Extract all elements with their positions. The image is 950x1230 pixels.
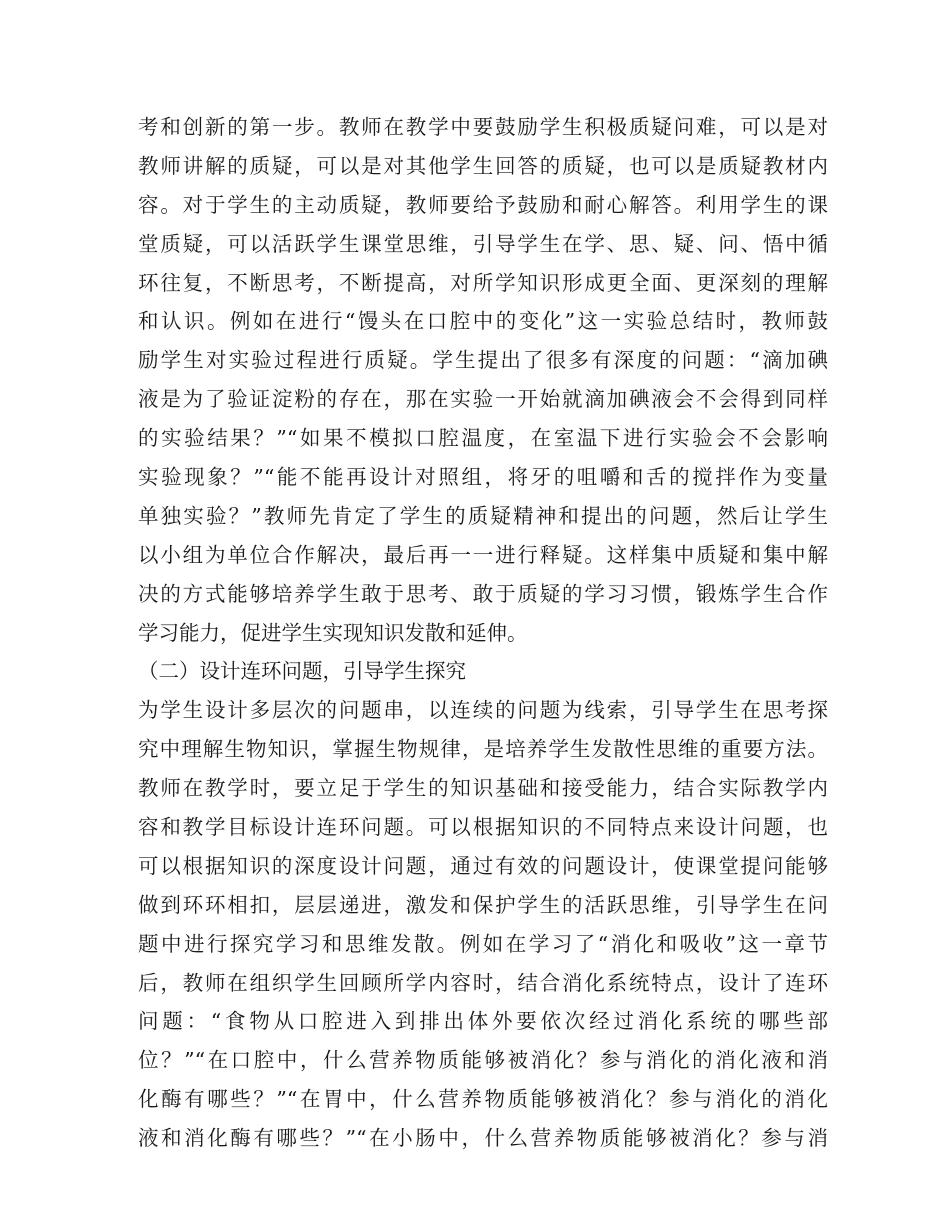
text-line: 容和教学目标设计连环问题。可以根据知识的不同特点来设计问题，也 bbox=[138, 815, 828, 840]
text-line: 为学生设计多层次的问题串，以连续的问题为线索，引导学生在思考探 bbox=[138, 698, 828, 723]
text-line: 位？”“在口腔中，什么营养物质能够被消化？参与消化的消化液和消 bbox=[138, 1048, 828, 1073]
section-heading: （二）设计连环问题，引导学生探究 bbox=[138, 659, 466, 684]
text-line: 的实验结果？”“如果不模拟口腔温度，在室温下进行实验会不会影响 bbox=[138, 426, 828, 451]
text-line: 实验现象？”“能不能再设计对照组，将牙的咀嚼和舌的搅拌作为变量 bbox=[138, 465, 828, 490]
text-line: 决的方式能够培养学生敢于思考、敢于质疑的学习习惯，锻炼学生合作 bbox=[138, 581, 828, 606]
text-line: 题中进行探究学习和思维发散。例如在学习了“消化和吸收”这一章节 bbox=[138, 931, 828, 956]
text-line: 环往复，不断思考，不断提高，对所学知识形成更全面、更深刻的理解 bbox=[138, 270, 828, 295]
text-line: 可以根据知识的深度设计问题，通过有效的问题设计，使课堂提问能够 bbox=[138, 853, 828, 878]
text-line: 化酶有哪些？”“在胃中，什么营养物质能够被消化？参与消化的消化 bbox=[138, 1087, 828, 1112]
text-line: 励学生对实验过程进行质疑。学生提出了很多有深度的问题：“滴加碘 bbox=[138, 348, 828, 373]
text-line: 问题：“食物从口腔进入到排出体外要依次经过消化系统的哪些部 bbox=[138, 1009, 828, 1034]
text-line: 以小组为单位合作解决，最后再一一进行释疑。这样集中质疑和集中解 bbox=[138, 542, 828, 567]
text-line: 堂质疑，可以活跃学生课堂思维，引导学生在学、思、疑、问、悟中循 bbox=[138, 231, 828, 256]
text-line: 做到环环相扣，层层递进，激发和保护学生的活跃思维，引导学生在问 bbox=[138, 892, 828, 917]
text-line: 和认识。例如在进行“馒头在口腔中的变化”这一实验总结时，教师鼓 bbox=[138, 309, 828, 334]
text-line: 单独实验？”教师先肯定了学生的质疑精神和提出的问题，然后让学生 bbox=[138, 503, 828, 528]
text-line: 容。对于学生的主动质疑，教师要给予鼓励和耐心解答。利用学生的课 bbox=[138, 192, 828, 217]
text-line: 液和消化酶有哪些？”“在小肠中，什么营养物质能够被消化？参与消 bbox=[138, 1126, 828, 1151]
text-line: 液是为了验证淀粉的存在，那在实验一开始就滴加碘液会不会得到同样 bbox=[138, 387, 828, 412]
body-text bbox=[138, 108, 828, 1158]
text-line: 后，教师在组织学生回顾所学内容时，结合消化系统特点，设计了连环 bbox=[138, 970, 828, 995]
text-line: 教师在教学时，要立足于学生的知识基础和接受能力，结合实际教学内 bbox=[138, 776, 828, 801]
text-line: 学习能力，促进学生实现知识发散和延伸。 bbox=[138, 620, 528, 645]
text-line: 教师讲解的质疑，可以是对其他学生回答的质疑，也可以是质疑教材内 bbox=[138, 153, 828, 178]
text-line: 考和创新的第一步。教师在教学中要鼓励学生积极质疑问难，可以是对 bbox=[138, 115, 828, 139]
text-line: 究中理解生物知识，掌握生物规律，是培养学生发散性思维的重要方法。 bbox=[138, 737, 828, 762]
